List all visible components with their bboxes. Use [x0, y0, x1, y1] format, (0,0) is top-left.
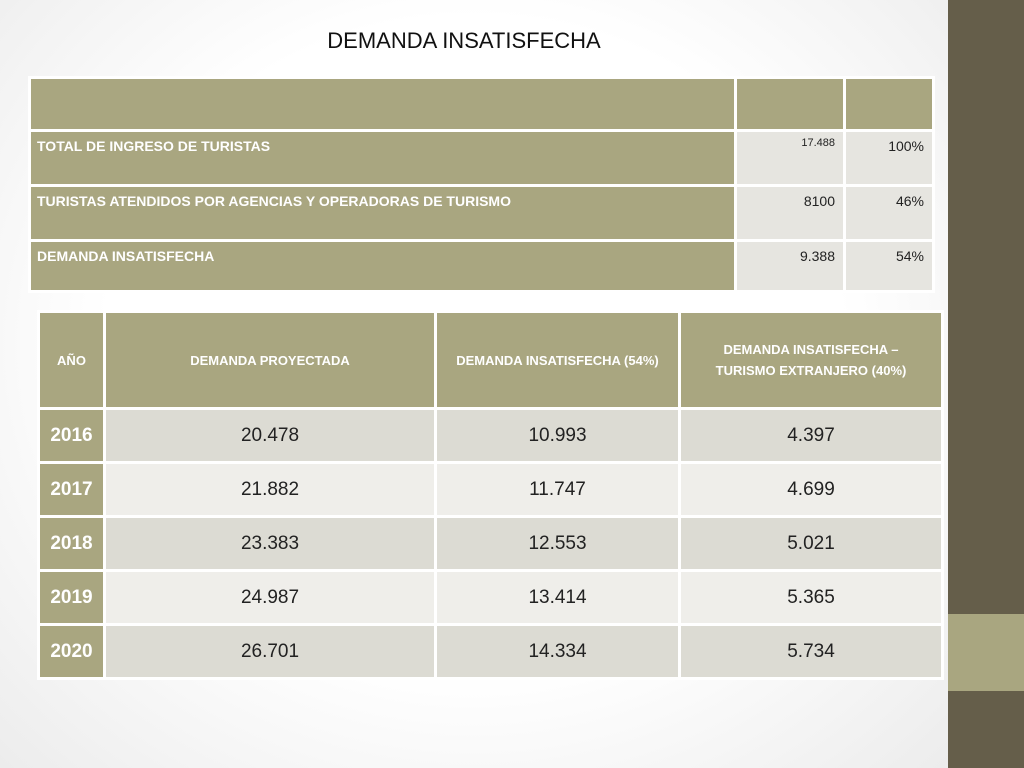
row-percent: 54% [845, 241, 934, 292]
side-accent-block [948, 614, 1024, 691]
cell-foreign: 4.699 [680, 463, 943, 517]
table-row [39, 409, 943, 463]
cell-foreign: 5.021 [680, 517, 943, 571]
header-unsatisfied: DEMANDA INSATISFECHA (54%) [436, 312, 680, 409]
cell-unsatisfied: 12.553 [436, 517, 680, 571]
row-percent: 46% [845, 186, 934, 241]
row-value: 17.488 [736, 131, 845, 186]
row-label: TURISTAS ATENDIDOS POR AGENCIAS Y OPERADORAS DE TURISMO [30, 186, 736, 241]
cell-unsatisfied: 14.334 [436, 625, 680, 679]
cell-projected: 24.987 [105, 571, 436, 625]
header-year: AÑO [39, 312, 105, 409]
cell-year: 2018 [39, 517, 105, 571]
cell-year: 2020 [39, 625, 105, 679]
summary-header-row [30, 78, 934, 131]
table-row [39, 571, 943, 625]
cell-foreign: 5.734 [680, 625, 943, 679]
cell-projected: 23.383 [105, 517, 436, 571]
row-value: 9.388 [736, 241, 845, 292]
header-projected: DEMANDA PROYECTADA [105, 312, 436, 409]
summary-header-cell [736, 78, 845, 131]
page-title: DEMANDA INSATISFECHA [327, 28, 601, 53]
table-row [39, 517, 943, 571]
summary-header-cell [30, 78, 736, 131]
table-row [39, 463, 943, 517]
cell-year: 2016 [39, 409, 105, 463]
cell-projected: 26.701 [105, 625, 436, 679]
header-foreign [680, 312, 943, 409]
row-percent: 100% [845, 131, 934, 186]
table-row [30, 131, 934, 186]
summary-header-cell [845, 78, 934, 131]
table-row [30, 241, 934, 292]
cell-unsatisfied: 13.414 [436, 571, 680, 625]
cell-foreign: 5.365 [680, 571, 943, 625]
cell-foreign: 4.397 [680, 409, 943, 463]
cell-unsatisfied: 10.993 [436, 409, 680, 463]
projection-header-row [39, 312, 943, 409]
cell-unsatisfied: 11.747 [436, 463, 680, 517]
summary-table [28, 76, 935, 293]
row-label: TOTAL DE INGRESO DE TURISTAS [30, 131, 736, 186]
cell-year: 2019 [39, 571, 105, 625]
row-label: DEMANDA INSATISFECHA [30, 241, 736, 292]
table-row [39, 625, 943, 679]
header-foreign-line1: DEMANDA INSATISFECHA – [723, 342, 899, 357]
cell-year: 2017 [39, 463, 105, 517]
header-foreign-line2: TURISMO EXTRANJERO (40%) [715, 363, 907, 378]
cell-projected: 21.882 [105, 463, 436, 517]
projection-table [37, 310, 944, 680]
cell-projected: 20.478 [105, 409, 436, 463]
table-row [30, 186, 934, 241]
row-value: 8100 [736, 186, 845, 241]
